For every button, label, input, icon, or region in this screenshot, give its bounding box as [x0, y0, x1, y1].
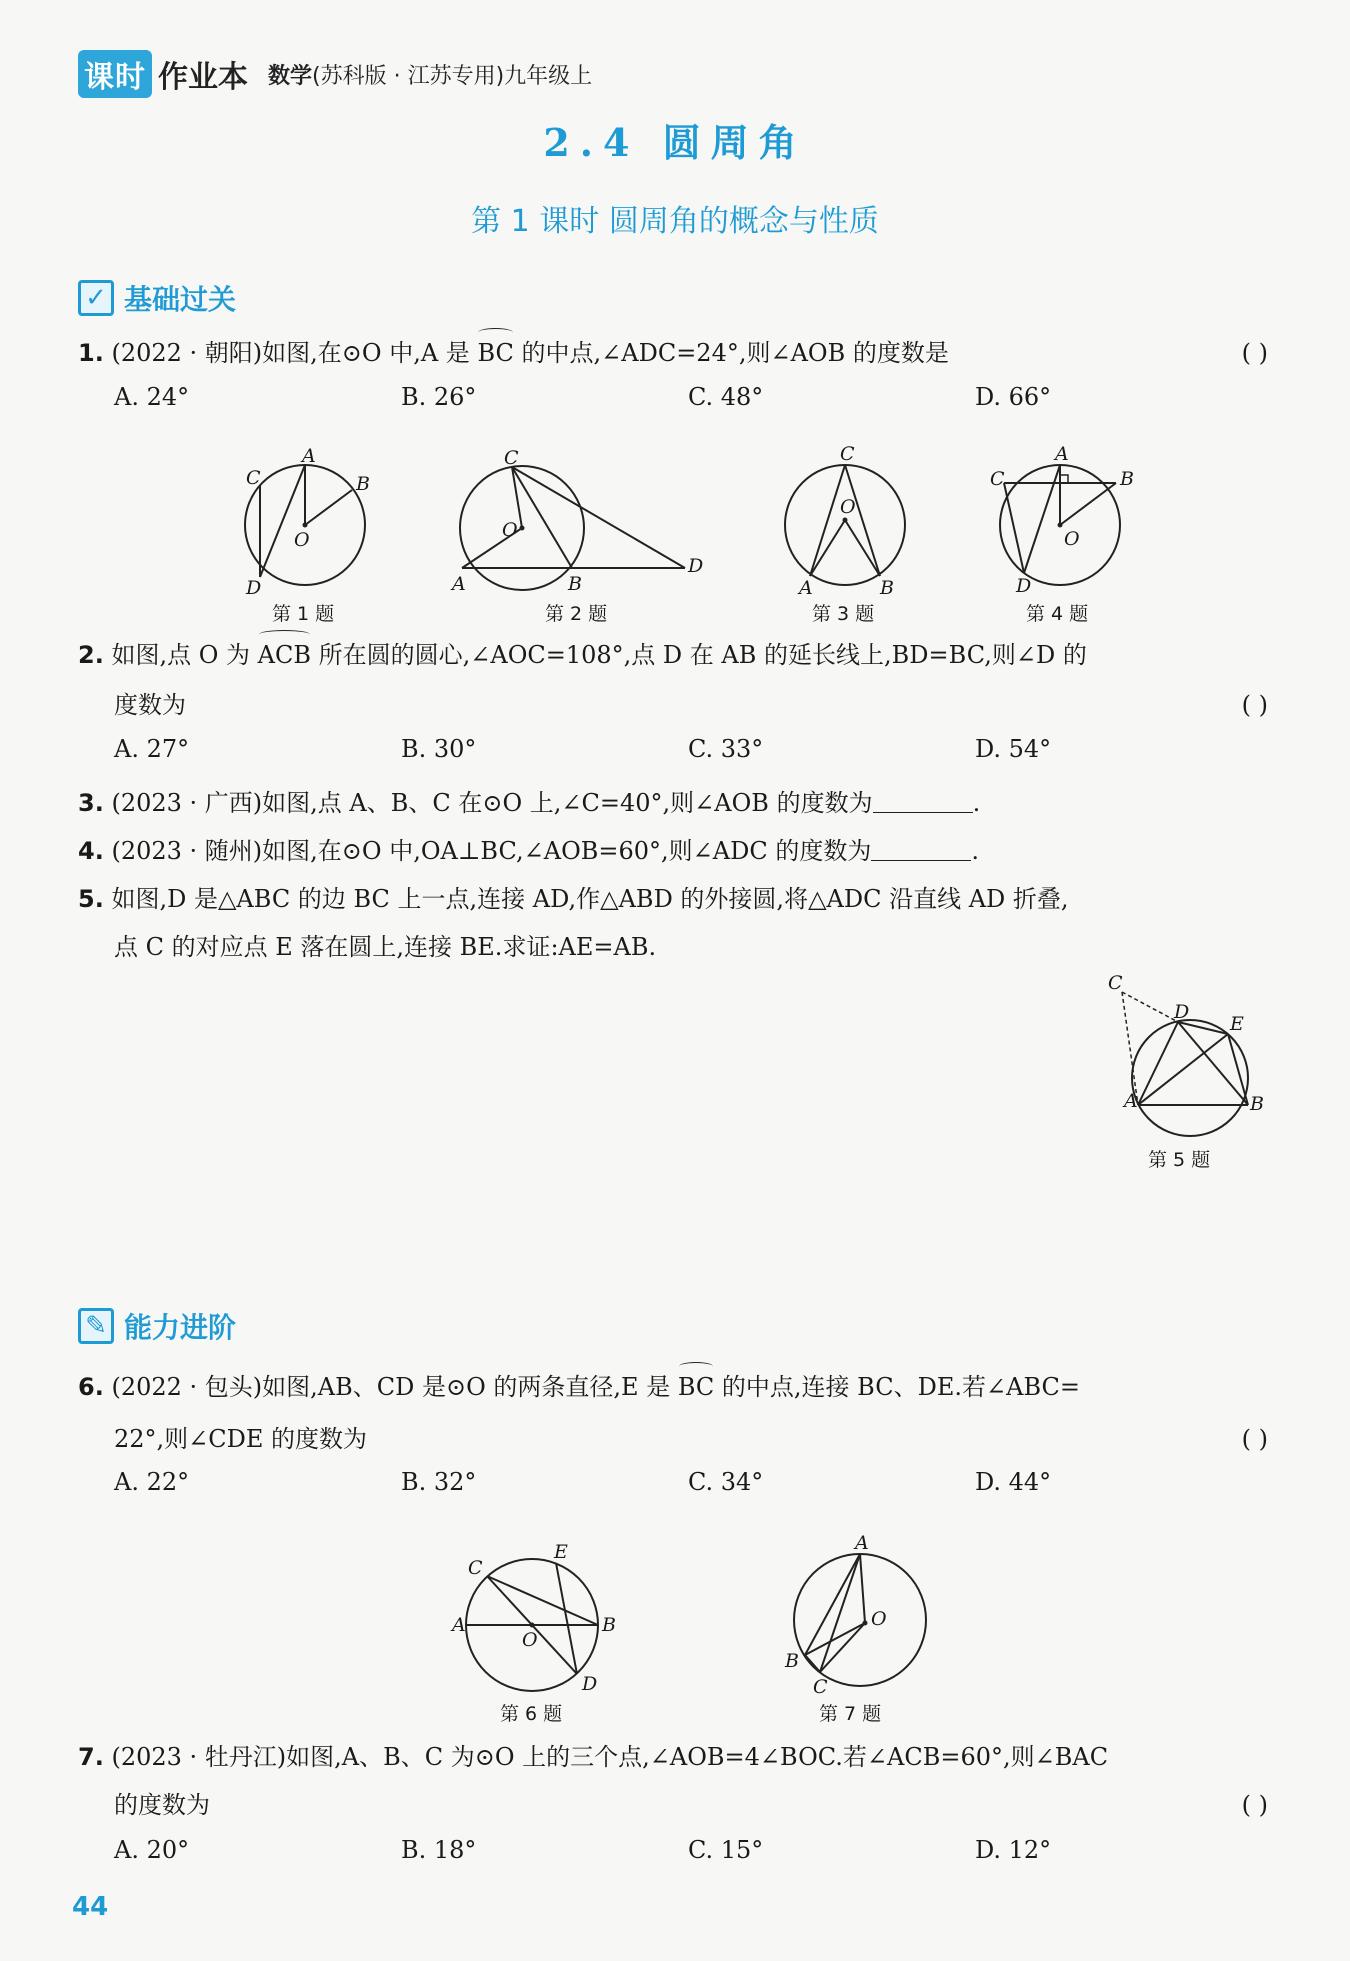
brand-badge: 课时 — [78, 50, 152, 98]
answer-blank[interactable] — [873, 788, 973, 813]
label-a: A — [452, 1614, 466, 1636]
page-number: 44 — [72, 1892, 109, 1922]
label-a: A — [452, 573, 466, 595]
option-d: D. 12° — [975, 1836, 1052, 1864]
label-b: B — [568, 573, 582, 595]
label-b: B — [356, 473, 370, 495]
label-a: A — [302, 445, 316, 467]
answer-paren: ( ) — [1241, 1791, 1268, 1819]
label-e: E — [1230, 1013, 1244, 1035]
figure-3 — [770, 440, 920, 625]
caption: 第 4 题 — [1026, 603, 1089, 625]
figure-4 — [980, 435, 1140, 625]
answer-paren: ( ) — [1241, 691, 1268, 719]
subject: 数学 — [268, 63, 313, 89]
option-d: D. 44° — [975, 1468, 1052, 1496]
arc-notation: BC — [477, 330, 513, 376]
figure-7 — [775, 1525, 945, 1730]
label-o: O — [840, 496, 856, 518]
option-c: C. 48° — [688, 383, 764, 411]
label-a: A — [855, 1532, 869, 1554]
question-2-line-2: 度数为 ( ) — [78, 682, 1268, 728]
answer-paren: ( ) — [1241, 339, 1268, 367]
label-o: O — [871, 1608, 887, 1630]
label-o: O — [502, 519, 518, 541]
edition: (苏科版 · 江苏专用)九年级上 — [312, 63, 593, 89]
label-c: C — [840, 443, 855, 465]
label-c: C — [1108, 972, 1123, 994]
label-a: A — [1124, 1090, 1138, 1112]
label-c: C — [504, 450, 519, 469]
figure-5 — [1090, 970, 1280, 1180]
caption: 第 6 题 — [500, 1703, 563, 1725]
option-a: A. 27° — [114, 735, 190, 763]
label-c: C — [246, 467, 261, 489]
arc-notation: ACB — [258, 632, 311, 678]
part-basic-heading — [78, 278, 236, 318]
label-b: B — [1250, 1093, 1264, 1115]
question-5: 5. 如图,D 是△ABC 的边 BC 上一点,连接 AD,作△ABD 的外接圆,将△ADC 沿直线 AD 折叠, — [78, 885, 1069, 913]
figure-6 — [450, 1530, 630, 1730]
caption: 第 2 题 — [545, 603, 608, 625]
option-d: D. 54° — [975, 735, 1052, 763]
question-6: 6. (2022 · 包头)如图,AB、CD 是⊙O 的两条直径,E 是 BC 的中点,连接 BC、DE.若∠ABC= — [78, 1364, 1268, 1410]
question-4: 4. (2023 · 随州)如图,在⊙O 中,OA⊥BC,∠AOB=60°,则∠ADC 的度数为 . — [78, 837, 979, 865]
label-o: O — [294, 529, 310, 551]
caption: 第 3 题 — [812, 603, 875, 625]
pencil-icon: ✎ — [78, 1308, 114, 1344]
part-advanced-heading — [78, 1306, 236, 1346]
question-7: 7. (2023 · 牡丹江)如图,A、B、C 为⊙O 上的三个点,∠AOB=4∠BOC.若∠ACB=60°,则∠BAC — [78, 1743, 1109, 1771]
label-b: B — [785, 1650, 799, 1672]
label-e: E — [554, 1541, 568, 1563]
label-c: C — [813, 1676, 828, 1698]
option-a: A. 22° — [114, 1468, 190, 1496]
option-c: C. 15° — [688, 1836, 764, 1864]
label-d: D — [688, 555, 704, 577]
caption: 第 5 题 — [1148, 1149, 1211, 1171]
arc-notation: BC — [678, 1364, 714, 1410]
part-label: 基础过关 — [124, 283, 237, 316]
label-o: O — [522, 1629, 538, 1651]
label-a: A — [799, 577, 813, 599]
label-a: A — [1055, 443, 1069, 465]
label-b: B — [1120, 468, 1134, 490]
brand-logo — [78, 50, 248, 98]
option-b: B. 32° — [401, 1468, 477, 1496]
option-d: D. 66° — [975, 383, 1052, 411]
label-c: C — [990, 468, 1005, 490]
answer-paren: ( ) — [1241, 1425, 1268, 1453]
option-b: B. 26° — [401, 383, 477, 411]
caption: 第 1 题 — [272, 603, 335, 625]
question-6-line-2: 22°,则∠CDE 的度数为 ( ) — [78, 1416, 1268, 1462]
label-d: D — [582, 1673, 598, 1695]
label-d: D — [1016, 575, 1032, 597]
option-a: A. 24° — [114, 383, 190, 411]
question-3: 3. (2023 · 广西)如图,点 A、B、C 在⊙O 上,∠C=40°,则∠AOB 的度数为 . — [78, 789, 981, 817]
question-7-line-2: 的度数为 ( ) — [78, 1782, 1268, 1828]
question-2: 2. 如图,点 O 为 ACB 所在圆的圆心,∠AOC=108°,点 D 在 AB 的延长线上,BD=BC,则∠D 的 — [78, 632, 1268, 678]
label-b: B — [602, 1614, 616, 1636]
option-b: B. 30° — [401, 735, 477, 763]
answer-blank[interactable] — [871, 836, 971, 861]
section-title: 2.4 圆周角 — [543, 120, 807, 165]
caption: 第 7 题 — [819, 1703, 882, 1725]
brand-name: 作业本 — [158, 60, 248, 95]
figure-1 — [230, 440, 390, 625]
option-c: C. 34° — [688, 1468, 764, 1496]
option-a: A. 20° — [114, 1836, 190, 1864]
label-o: O — [1064, 528, 1080, 550]
book-info — [268, 59, 592, 90]
option-b: B. 18° — [401, 1836, 477, 1864]
part-label: 能力进阶 — [124, 1311, 237, 1344]
label-d: D — [246, 577, 262, 599]
question-5-line-2: 点 C 的对应点 E 落在圆上,连接 BE.求证:AE=AB. — [114, 933, 657, 961]
page-header — [78, 52, 592, 96]
label-c: C — [468, 1557, 483, 1579]
checkmark-icon: ✓ — [78, 280, 114, 316]
lesson-title: 第 1 课时 圆周角的概念与性质 — [471, 204, 879, 239]
label-b: B — [880, 577, 894, 599]
figure-2 — [440, 450, 710, 625]
option-c: C. 33° — [688, 735, 764, 763]
question-1: 1. (2022 · 朝阳)如图,在⊙O 中,A 是 BC 的中点,∠ADC=24°,则∠AOB 的度数是 ( ) — [78, 330, 1268, 376]
label-d: D — [1174, 1001, 1190, 1023]
